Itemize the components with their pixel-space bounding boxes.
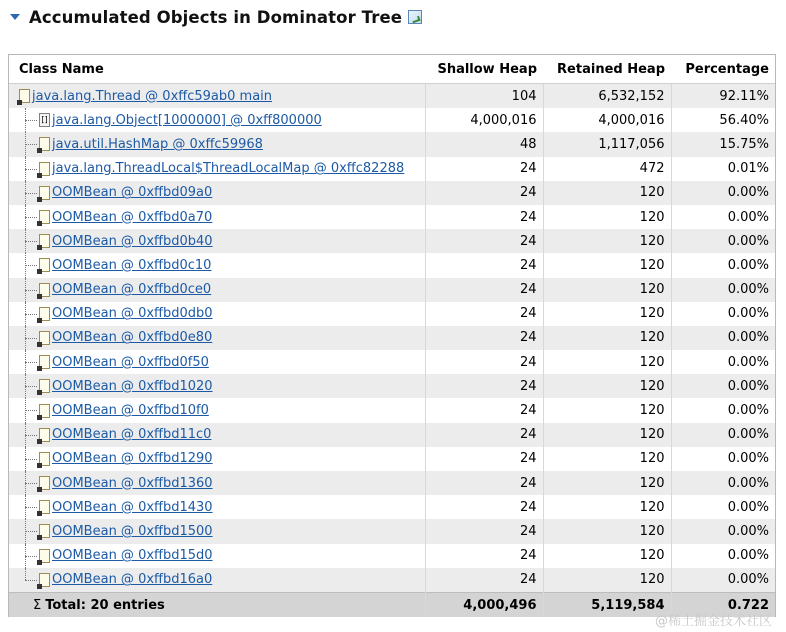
class-name-cell — [9, 132, 425, 156]
object-instance-icon — [39, 307, 50, 321]
section-header — [8, 5, 422, 29]
shallow-heap-cell: 24 — [425, 302, 543, 326]
percentage-cell: 92.11% — [671, 84, 775, 109]
retained-heap-cell: 120 — [543, 398, 671, 422]
gc-root-dot-icon — [37, 415, 42, 420]
shallow-heap-cell: 24 — [425, 423, 543, 447]
column-header-retained-heap[interactable]: Retained Heap — [543, 55, 671, 84]
percentage-cell: 0.00% — [671, 568, 775, 593]
retained-heap-cell: 120 — [543, 229, 671, 253]
object-link[interactable]: java.lang.Object[1000000] @ 0xff800000 — [52, 112, 322, 128]
tree-branch-line — [25, 265, 37, 266]
tree-branch-line — [25, 338, 37, 339]
object-instance-icon — [39, 404, 50, 418]
tree-branch-line — [25, 290, 37, 291]
class-name-cell — [9, 544, 425, 568]
percentage-cell: 0.01% — [671, 157, 775, 181]
object-instance-icon — [19, 89, 30, 103]
object-instance-icon — [39, 210, 50, 224]
percentage-cell: 0.00% — [671, 253, 775, 277]
object-link[interactable]: OOMBean @ 0xffbd0c10 — [52, 257, 212, 273]
total-label-cell — [9, 592, 425, 617]
retained-heap-cell: 120 — [543, 205, 671, 229]
object-instance-icon — [39, 331, 50, 345]
retained-heap-cell: 120 — [543, 568, 671, 593]
shallow-heap-cell: 4,000,016 — [425, 108, 543, 132]
object-link[interactable]: OOMBean @ 0xffbd1020 — [52, 378, 213, 394]
table-row[interactable] — [9, 519, 775, 543]
shallow-heap-cell: 24 — [425, 229, 543, 253]
object-instance-icon — [39, 162, 50, 176]
percentage-cell: 0.00% — [671, 423, 775, 447]
tree-branch-line — [25, 314, 37, 315]
retained-heap-cell: 1,117,056 — [543, 132, 671, 156]
gc-root-dot-icon — [37, 173, 42, 178]
shallow-heap-cell: 24 — [425, 519, 543, 543]
tree-branch-line — [25, 386, 37, 387]
class-name-cell — [9, 447, 425, 471]
object-instance-icon — [39, 549, 50, 563]
shallow-heap-cell: 24 — [425, 471, 543, 495]
retained-heap-cell: 120 — [543, 423, 671, 447]
table-row[interactable] — [9, 205, 775, 229]
object-link[interactable]: java.lang.ThreadLocal$ThreadLocalMap @ 0xffc82288 — [52, 161, 405, 177]
shallow-heap-cell: 24 — [425, 398, 543, 422]
percentage-cell: 0.00% — [671, 278, 775, 302]
gc-root-dot-icon — [37, 342, 42, 347]
percentage-cell: 0.00% — [671, 302, 775, 326]
gc-root-dot-icon — [37, 294, 42, 299]
class-name-cell — [9, 398, 425, 422]
class-name-cell — [9, 495, 425, 519]
object-link[interactable]: OOMBean @ 0xffbd15d0 — [52, 548, 213, 564]
shallow-heap-cell: 24 — [425, 495, 543, 519]
tree-branch-line — [25, 217, 37, 218]
table-header-row — [9, 55, 775, 84]
table-row[interactable] — [9, 132, 775, 156]
shallow-heap-cell: 24 — [425, 278, 543, 302]
class-name-cell — [9, 181, 425, 205]
tree-branch-line — [25, 193, 37, 194]
gc-root-dot-icon — [37, 584, 42, 589]
gc-root-dot-icon — [37, 148, 42, 153]
retained-heap-cell: 472 — [543, 157, 671, 181]
total-shallow-cell: 4,000,496 — [425, 592, 543, 617]
retained-heap-cell: 120 — [543, 544, 671, 568]
class-name-cell — [9, 157, 425, 181]
tree-branch-line — [25, 580, 37, 581]
tree-branch-line — [25, 120, 37, 121]
retained-heap-cell: 120 — [543, 326, 671, 350]
percentage-cell: 56.40% — [671, 108, 775, 132]
retained-heap-cell: 120 — [543, 253, 671, 277]
gc-root-dot-icon — [37, 390, 42, 395]
object-link[interactable]: OOMBean @ 0xffbd09a0 — [52, 185, 213, 201]
gc-root-dot-icon — [37, 245, 42, 250]
gc-root-dot-icon — [37, 535, 42, 540]
shallow-heap-cell: 24 — [425, 181, 543, 205]
object-instance-icon — [39, 500, 50, 514]
object-instance-icon — [39, 355, 50, 369]
object-instance-icon — [39, 186, 50, 200]
total-retained-cell: 5,119,584 — [543, 592, 671, 617]
gc-root-dot-icon — [37, 463, 42, 468]
class-name-cell — [9, 84, 425, 109]
object-instance-icon — [39, 452, 50, 466]
export-icon[interactable] — [408, 10, 422, 24]
percentage-cell: 0.00% — [671, 544, 775, 568]
dominator-table — [9, 55, 775, 617]
total-label: Total: 20 entries — [45, 597, 165, 613]
shallow-heap-cell: 24 — [425, 374, 543, 398]
table-row[interactable] — [9, 326, 775, 350]
column-header-class-name[interactable]: Class Name — [9, 55, 425, 84]
tree-branch-line — [25, 241, 37, 242]
object-link[interactable]: OOMBean @ 0xffbd1360 — [52, 475, 213, 491]
class-name-cell — [9, 229, 425, 253]
gc-root-dot-icon — [37, 269, 42, 274]
table-row[interactable] — [9, 398, 775, 422]
retained-heap-cell: 120 — [543, 519, 671, 543]
table-row[interactable] — [9, 302, 775, 326]
shallow-heap-cell: 48 — [425, 132, 543, 156]
percentage-cell: 0.00% — [671, 350, 775, 374]
percentage-cell: 0.00% — [671, 181, 775, 205]
object-link[interactable]: OOMBean @ 0xffbd0e80 — [52, 330, 213, 346]
table-row[interactable] — [9, 253, 775, 277]
table-row[interactable] — [9, 544, 775, 568]
retained-heap-cell: 120 — [543, 302, 671, 326]
object-link[interactable]: OOMBean @ 0xffbd1290 — [52, 451, 213, 467]
table-row[interactable] — [9, 471, 775, 495]
retained-heap-cell: 120 — [543, 374, 671, 398]
tree-branch-line — [25, 362, 37, 363]
table-row[interactable] — [9, 84, 775, 109]
percentage-cell: 0.00% — [671, 398, 775, 422]
table-row[interactable] — [9, 181, 775, 205]
collapse-chevron-icon[interactable] — [10, 14, 20, 20]
shallow-heap-cell: 24 — [425, 544, 543, 568]
gc-root-dot-icon — [37, 439, 42, 444]
shallow-heap-cell: 104 — [425, 84, 543, 109]
shallow-heap-cell: 24 — [425, 205, 543, 229]
class-name-cell — [9, 471, 425, 495]
table-row[interactable] — [9, 278, 775, 302]
percentage-cell: 0.00% — [671, 374, 775, 398]
class-name-cell — [9, 253, 425, 277]
class-name-cell — [9, 519, 425, 543]
retained-heap-cell: 6,532,152 — [543, 84, 671, 109]
total-percentage-cell: 0.722 — [671, 592, 775, 617]
table-row[interactable] — [9, 568, 775, 593]
table-row[interactable] — [9, 495, 775, 519]
retained-heap-cell: 120 — [543, 495, 671, 519]
shallow-heap-cell: 24 — [425, 350, 543, 374]
percentage-cell: 0.00% — [671, 326, 775, 350]
table-row[interactable] — [9, 447, 775, 471]
class-name-cell — [9, 326, 425, 350]
object-instance-icon — [39, 428, 50, 442]
gc-root-dot-icon — [37, 487, 42, 492]
table-row[interactable] — [9, 157, 775, 181]
tree-branch-line — [25, 531, 37, 532]
tree-branch-line — [25, 144, 37, 145]
object-link[interactable]: OOMBean @ 0xffbd10f0 — [52, 403, 209, 419]
section-title: Accumulated Objects in Dominator Tree — [29, 7, 403, 27]
gc-root-dot-icon — [37, 366, 42, 371]
percentage-cell: 0.00% — [671, 519, 775, 543]
object-link[interactable]: OOMBean @ 0xffbd11c0 — [52, 427, 212, 443]
object-link[interactable]: OOMBean @ 0xffbd0a70 — [52, 209, 213, 225]
shallow-heap-cell: 24 — [425, 326, 543, 350]
percentage-cell: 0.00% — [671, 447, 775, 471]
gc-root-dot-icon — [37, 560, 42, 565]
array-object-icon: [] — [39, 113, 50, 127]
class-name-cell — [9, 423, 425, 447]
retained-heap-cell: 120 — [543, 181, 671, 205]
gc-root-dot-icon — [37, 197, 42, 202]
object-link[interactable]: OOMBean @ 0xffbd1500 — [52, 523, 213, 539]
tree-branch-line — [25, 169, 37, 170]
column-header-shallow-heap[interactable]: Shallow Heap — [425, 55, 543, 84]
class-name-cell — [9, 374, 425, 398]
tree-branch-line — [25, 459, 37, 460]
table-row[interactable] — [9, 350, 775, 374]
object-instance-icon — [39, 573, 50, 587]
table-row[interactable] — [9, 374, 775, 398]
percentage-cell: 0.00% — [671, 495, 775, 519]
object-instance-icon — [39, 258, 50, 272]
object-instance-icon — [39, 234, 50, 248]
percentage-cell: 15.75% — [671, 132, 775, 156]
shallow-heap-cell: 24 — [425, 157, 543, 181]
gc-root-dot-icon — [17, 100, 22, 105]
retained-heap-cell: 4,000,016 — [543, 108, 671, 132]
class-name-cell — [9, 350, 425, 374]
object-instance-icon — [39, 476, 50, 490]
retained-heap-cell: 120 — [543, 447, 671, 471]
gc-root-dot-icon — [37, 318, 42, 323]
table-row[interactable] — [9, 423, 775, 447]
class-name-cell — [9, 108, 425, 132]
gc-root-dot-icon — [37, 511, 42, 516]
shallow-heap-cell: 24 — [425, 568, 543, 593]
tree-branch-line — [25, 435, 37, 436]
retained-heap-cell: 120 — [543, 350, 671, 374]
table-row[interactable] — [9, 229, 775, 253]
shallow-heap-cell: 24 — [425, 447, 543, 471]
object-link[interactable]: java.util.HashMap @ 0xffc59968 — [52, 136, 263, 152]
shallow-heap-cell: 24 — [425, 253, 543, 277]
object-link[interactable]: OOMBean @ 0xffbd1430 — [52, 499, 213, 515]
percentage-cell: 0.00% — [671, 229, 775, 253]
object-link[interactable]: OOMBean @ 0xffbd16a0 — [52, 572, 213, 588]
class-name-cell — [9, 278, 425, 302]
tree-branch-line — [25, 556, 37, 557]
class-name-cell — [9, 205, 425, 229]
dominator-table-container — [8, 54, 776, 617]
tree-branch-line — [25, 507, 37, 508]
table-row[interactable] — [9, 108, 775, 132]
class-name-cell — [9, 302, 425, 326]
percentage-cell: 0.00% — [671, 471, 775, 495]
object-link[interactable]: OOMBean @ 0xffbd0b40 — [52, 233, 213, 249]
percentage-cell: 0.00% — [671, 205, 775, 229]
class-name-cell — [9, 568, 425, 593]
sigma-icon: Σ — [33, 597, 42, 613]
tree-branch-line — [25, 483, 37, 484]
object-link[interactable]: OOMBean @ 0xffbd0f50 — [52, 354, 209, 370]
retained-heap-cell: 120 — [543, 278, 671, 302]
object-instance-icon — [39, 379, 50, 393]
retained-heap-cell: 120 — [543, 471, 671, 495]
gc-root-dot-icon — [37, 221, 42, 226]
object-link[interactable]: OOMBean @ 0xffbd0db0 — [52, 306, 213, 322]
object-instance-icon — [39, 524, 50, 538]
object-instance-icon — [39, 283, 50, 297]
object-link[interactable]: OOMBean @ 0xffbd0ce0 — [52, 282, 212, 298]
object-link[interactable]: java.lang.Thread @ 0xffc59ab0 main — [32, 88, 273, 104]
watermark: @稀土掘金技术社区 — [654, 614, 772, 629]
tree-guide-line — [25, 568, 26, 580]
object-instance-icon — [39, 137, 50, 151]
column-header-percentage[interactable]: Percentage — [671, 55, 775, 84]
tree-branch-line — [25, 410, 37, 411]
